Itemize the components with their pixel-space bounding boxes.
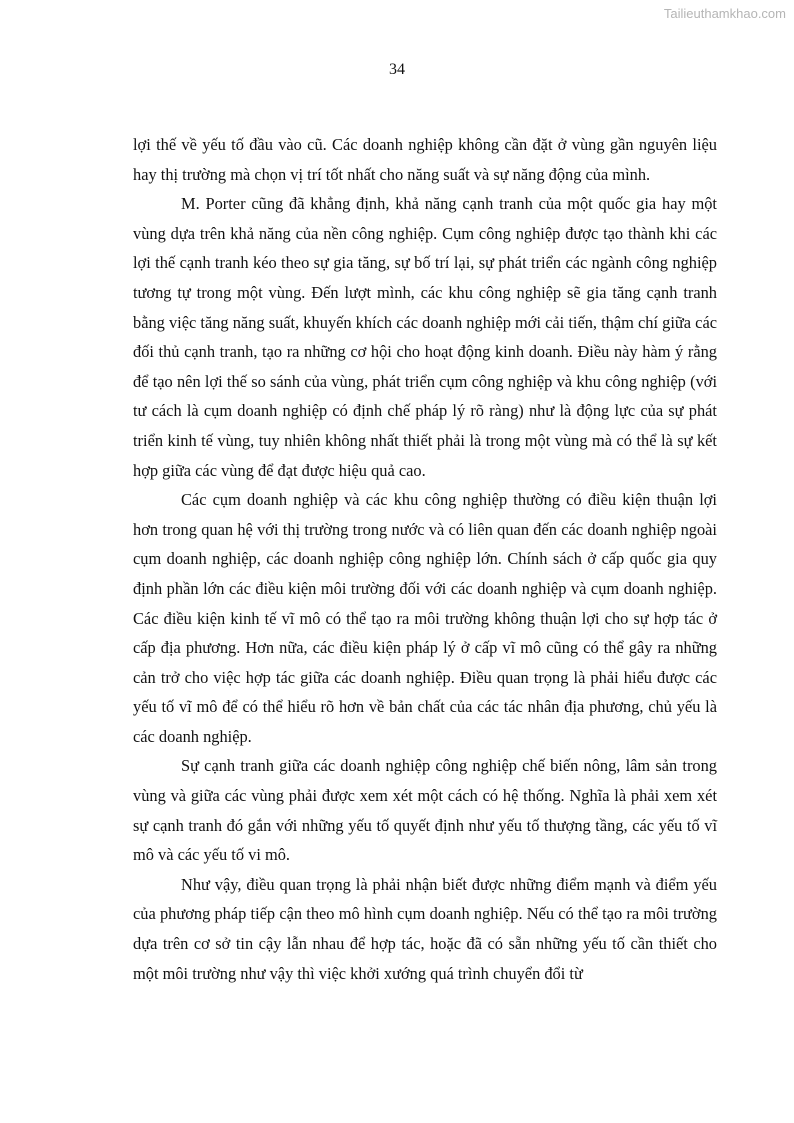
paragraph-2: M. Porter cũng đã khẳng định, khả năng cạnh tranh của một quốc gia hay một vùng dựa trên khả năng của nền công nghiệp. Cụm công nghiệp được tạo thành khi các lợi thế cạnh tranh kéo theo sự gia tăng, sự bố trí lại, sự phát triển các ngành công nghiệp tương tự trong một vùng. Đến lượt mình, các khu công nghiệp sẽ gia tăng cạnh tranh bằng việc tăng năng suất, khuyến khích các doanh nghiệp mới cải tiến, thậm chí giữa các đối thủ cạnh tranh, tạo ra những cơ hội cho hoạt động kinh doanh. Điều này hàm ý rằng để tạo nên lợi thế so sánh của vùng, phát triển cụm công nghiệp và khu công nghiệp (với tư cách là cụm doanh nghiệp có định chế pháp lý rõ ràng) như là động lực của sự phát triển kinh tế vùng, tuy nhiên không nhất thiết phải là trong một vùng mà có thể là sự kết hợp giữa các vùng để đạt được hiệu quả cao. [133,194,717,480]
paragraph-3: Các cụm doanh nghiệp và các khu công nghiệp thường có điều kiện thuận lợi hơn trong quan hệ với thị trường trong nước và có liên quan đến các doanh nghiệp ngoài cụm doanh nghiệp, các doanh nghiệp công nghiệp lớn. Chính sách ở cấp quốc gia quy định phần lớn các điều kiện môi trường đối với các doanh nghiệp và cụm doanh nghiệp. Các điều kiện kinh tế vĩ mô có thể tạo ra môi trường không thuận lợi cho sự hợp tác ở cấp địa phương. Hơn nữa, các điều kiện pháp lý ở cấp vĩ mô cũng có thể gây ra những cản trở cho việc hợp tác giữa các doanh nghiệp. Điều quan trọng là phải hiểu được các yếu tố vĩ mô để có thể hiểu rõ hơn về bản chất của các tác nhân địa phương, chủ yếu là các doanh nghiệp. [133,490,717,746]
paragraph-1: lợi thế về yếu tố đầu vào cũ. Các doanh nghiệp không cần đặt ở vùng gần nguyên liệu hay thị trường mà chọn vị trí tốt nhất cho năng suất và sự năng động của mình. [133,135,717,184]
watermark: Tailieuthamkhao.com [663,6,786,21]
page-number: 34 [389,61,405,78]
body-text [133,130,717,988]
paragraph-4: Sự cạnh tranh giữa các doanh nghiệp công nghiệp chế biến nông, lâm sản trong vùng và giữa các vùng phải được xem xét một cách có hệ thống. Nghĩa là phải xem xét sự cạnh tranh đó gắn với những yếu tố quyết định như yếu tố thượng tầng, các yếu tố vĩ mô và các yếu tố vi mô. [133,756,717,865]
paragraph-5: Như vậy, điều quan trọng là phải nhận biết được những điểm mạnh và điểm yếu của phương pháp tiếp cận theo mô hình cụm doanh nghiệp. Nếu có thể tạo ra môi trường dựa trên cơ sở tin cậy lẫn nhau để hợp tác, hoặc đã có sẵn những yếu tố cần thiết cho một môi trường như vậy thì việc khởi xướng quá trình chuyển đổi từ [133,874,717,983]
